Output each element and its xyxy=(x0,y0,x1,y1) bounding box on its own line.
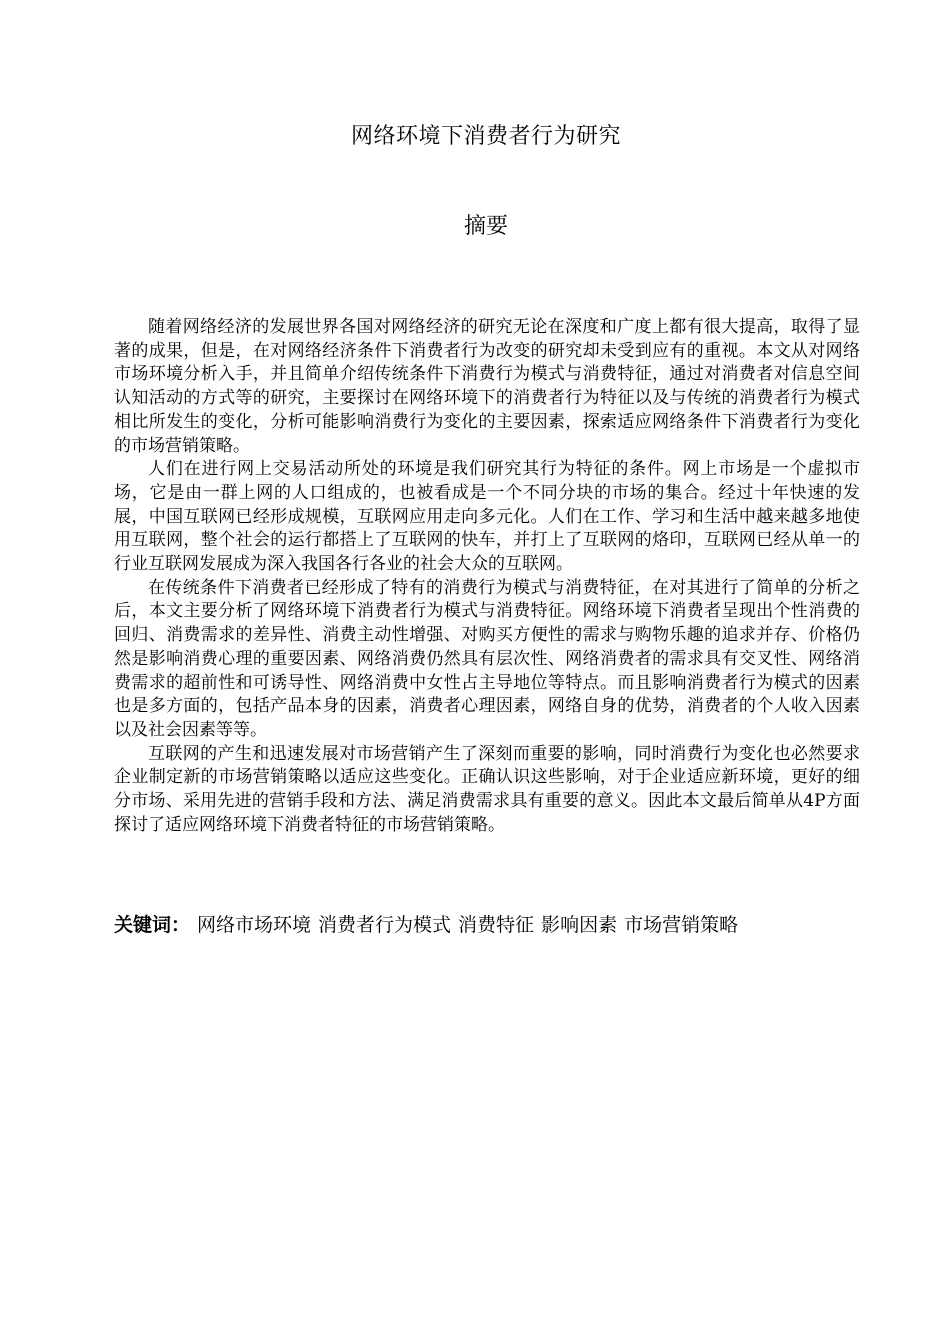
keyword-item: 影响因素 xyxy=(541,914,618,936)
document-title: 网络环境下消费者行为研究 xyxy=(350,124,621,149)
keyword-item: 市场营销策略 xyxy=(624,914,739,936)
keywords-label: 关键词： xyxy=(114,914,191,936)
abstract-paragraph: 互联网的产生和迅速发展对市场营销产生了深刻而重要的影响，同时消费行为变化也必然要求企业制定新的市场营销策略以适应这些变化。正确认识这些影响，对于企业适应新环境，更好的细分市场、采用先进的营销手段和方法、满足消费需求具有重要的意义。因此本文最后简单从4P方面探讨了适应网络环境下消费者特征的市场营销策略。 xyxy=(114,743,860,835)
keywords-line xyxy=(114,911,874,939)
abstract-heading: 摘要 xyxy=(463,214,508,239)
keyword-item: 消费特征 xyxy=(458,914,535,936)
abstract-paragraph: 在传统条件下消费者已经形成了特有的消费行为模式与消费特征，在对其进行了简单的分析之后，本文主要分析了网络环境下消费者行为模式与消费特征。网络环境下消费者呈现出个性消费的回归、消费需求的差异性、消费主动性增强、对购买方便性的需求与购物乐趣的追求并存、价格仍然是影响消费心理的重要因素、网络消费仍然具有层次性、网络消费者的需求具有交叉性、网络消费需求的超前性和可诱导性、网络消费中女性占主导地位等特点。而且影响消费者行为模式的因素也是多方面的，包括产品本身的因素，消费者心理因素，网络自身的优势，消费者的个人收入因素以及社会因素等等。 xyxy=(114,577,860,740)
keyword-item: 网络市场环境 xyxy=(197,914,312,936)
keyword-item: 消费者行为模式 xyxy=(318,914,452,936)
abstract-paragraph: 随着网络经济的发展世界各国对网络经济的研究无论在深度和广度上都有很大提高，取得了显著的成果，但是，在对网络经济条件下消费者行为改变的研究却未受到应有的重视。本文从对网络市场环境分析入手，并且简单介绍传统条件下消费行为模式与消费特征，通过对消费者对信息空间认知活动的方式等的研究，主要探讨在网络环境下的消费者行为特征以及与传统的消费者行为模式相比所发生的变化，分析可能影响消费行为变化的主要因素，探索适应网络条件下消费者行为变化的市场营销策略。 xyxy=(114,317,860,456)
abstract-body xyxy=(114,316,860,837)
abstract-paragraph: 人们在进行网上交易活动所处的环境是我们研究其行为特征的条件。网上市场是一个虚拟市场，它是由一群上网的人口组成的，也被看成是一个不同分块的市场的集合。经过十年快速的发展，中国互联网已经形成规模，互联网应用走向多元化。人们在工作、学习和生活中越来越多地使用互联网，整个社会的运行都搭上了互联网的快车，并打上了互联网的烙印，互联网已经从单一的行业互联网发展成为深入我国各行各业的社会大众的互联网。 xyxy=(114,459,860,575)
